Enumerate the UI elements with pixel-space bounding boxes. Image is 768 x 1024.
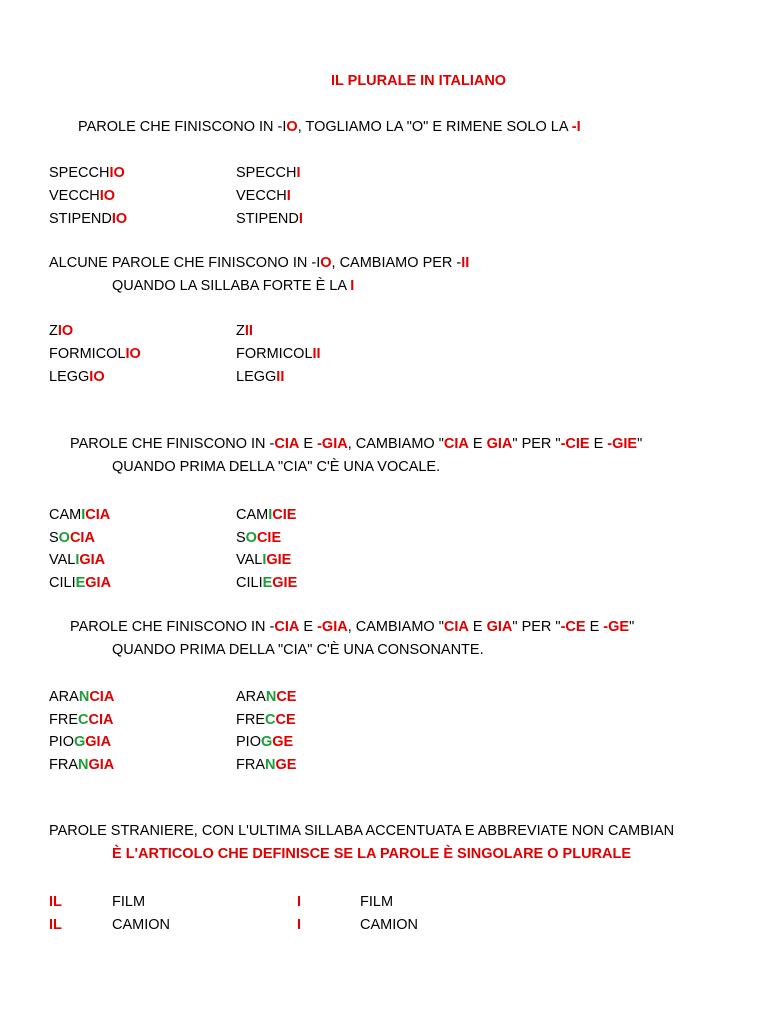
text-segment: STIPEND <box>49 211 112 227</box>
red-highlight: CIA <box>443 619 469 635</box>
red-highlight: I <box>296 165 301 181</box>
red-highlight: GIA <box>88 757 115 773</box>
text-segment: PIO <box>236 734 261 750</box>
text-segment: E <box>468 436 487 452</box>
text-segment: , TOGLIAMO LA "O" E RIMENE SOLO LA <box>297 119 572 135</box>
red-highlight: IO <box>109 165 125 181</box>
red-highlight: IO <box>57 323 74 339</box>
singular-word <box>49 368 105 386</box>
text-segment: , CAMBIAMO " <box>347 436 444 452</box>
text-segment: QUANDO LA SILLABA FORTE È LA <box>112 278 351 294</box>
singular-word <box>49 164 125 182</box>
text-segment: " PER " <box>512 436 561 452</box>
text-segment: CAM <box>236 507 269 523</box>
red-highlight: II <box>244 323 253 339</box>
singular-word <box>49 187 115 205</box>
red-highlight: CIA <box>443 436 469 452</box>
text-segment: STIPEND <box>236 211 299 227</box>
red-highlight: O <box>286 119 298 135</box>
text-segment: CAM <box>49 507 82 523</box>
singular-word <box>49 574 111 592</box>
green-highlight: E <box>262 575 273 591</box>
text-segment: ARA <box>236 689 266 705</box>
red-highlight: -I <box>571 119 581 135</box>
text-segment: , CAMBIAMO " <box>347 619 444 635</box>
plural-word: CAMION <box>360 917 418 933</box>
text-segment: S <box>49 530 59 546</box>
text-segment: FRE <box>49 712 78 728</box>
text-segment: FRA <box>236 757 265 773</box>
plural-word: FILM <box>360 894 394 910</box>
red-highlight: GE <box>272 734 294 750</box>
red-highlight: II <box>312 346 321 362</box>
plural-word <box>236 187 291 205</box>
red-highlight: CIA <box>85 507 111 523</box>
red-highlight: GIA <box>79 552 106 568</box>
red-highlight: GIA <box>486 436 513 452</box>
plural-word <box>236 733 293 751</box>
green-highlight: I <box>262 552 267 568</box>
plural-word <box>236 322 253 340</box>
red-highlight: -GIA <box>317 619 348 635</box>
red-highlight: -GE <box>603 619 630 635</box>
singular-word <box>49 551 105 569</box>
green-highlight: N <box>265 689 277 705</box>
rule-5-line-1: PAROLE STRANIERE, CON L'ULTIMA SILLABA ACCENTUATA E ABBREVIATE NON CAMBIAN <box>49 823 675 839</box>
text-segment: FRE <box>236 712 265 728</box>
red-highlight: II <box>461 255 470 271</box>
text-segment: PAROLE CHE FINISCONO IN - <box>70 436 275 452</box>
red-highlight: CIA <box>69 530 95 546</box>
text-segment: VAL <box>236 552 263 568</box>
text-segment: FORMICOL <box>236 346 313 362</box>
text-segment: ALCUNE PAROLE CHE FINISCONO IN -I <box>49 255 321 271</box>
red-highlight: O <box>320 255 332 271</box>
text-segment: LEGG <box>49 369 90 385</box>
text-segment: I <box>282 119 287 135</box>
red-highlight: CIA <box>274 436 300 452</box>
text-segment: E <box>299 619 318 635</box>
text-segment: " <box>629 619 635 635</box>
green-highlight: I <box>81 507 86 523</box>
plural-word <box>236 574 297 592</box>
red-highlight: IO <box>125 346 141 362</box>
text-segment: VAL <box>49 552 76 568</box>
text-segment: Z <box>236 323 245 339</box>
red-highlight: II <box>276 369 285 385</box>
green-highlight: N <box>78 689 90 705</box>
text-segment: E <box>585 619 604 635</box>
rule-5-line-2: È L'ARTICOLO CHE DEFINISCE SE LA PAROLE È SINGOLARE O PLURALE <box>112 846 632 862</box>
red-highlight: -GIA <box>317 436 348 452</box>
green-highlight: N <box>265 757 276 773</box>
red-highlight: I <box>298 211 303 227</box>
red-highlight: GIA <box>85 734 112 750</box>
text-segment: VECCH <box>236 188 287 204</box>
red-highlight: GIA <box>486 619 513 635</box>
text-segment: FRA <box>49 757 78 773</box>
plural-article: I <box>297 917 302 933</box>
singular-word <box>49 529 95 547</box>
singular-article: IL <box>49 917 62 933</box>
text-segment: SPECCH <box>236 165 297 181</box>
singular-word: FILM <box>112 894 146 910</box>
rule-4-line-2 <box>112 641 484 659</box>
text-segment: S <box>236 530 246 546</box>
red-highlight: GIE <box>266 552 292 568</box>
page-title: IL PLURALE IN ITALIANO <box>331 73 507 89</box>
text-segment: PIO <box>49 734 74 750</box>
rule-2-line-2 <box>112 277 354 295</box>
red-highlight: -GIE <box>607 436 638 452</box>
text-segment: QUANDO PRIMA DELLA "CIA" C'È UNA CONSONANTE. <box>112 642 484 658</box>
red-highlight: GIA <box>85 575 112 591</box>
plural-word <box>236 506 296 524</box>
green-highlight: C <box>265 712 276 728</box>
singular-word <box>49 756 114 774</box>
text-segment: FORMICOL <box>49 346 126 362</box>
green-highlight: I <box>268 507 273 523</box>
singular-word <box>49 322 73 340</box>
text-segment: E <box>299 436 318 452</box>
text-segment: QUANDO PRIMA DELLA "CIA" C'È UNA VOCALE. <box>112 459 441 475</box>
red-highlight: CIE <box>272 507 297 523</box>
red-highlight: IO <box>111 211 128 227</box>
red-highlight: CIE <box>256 530 282 546</box>
plural-word <box>236 345 321 363</box>
text-segment: " <box>637 436 643 452</box>
plural-word <box>236 164 300 182</box>
red-highlight: CE <box>276 689 297 705</box>
rule-2-line-1 <box>49 254 469 272</box>
singular-word <box>49 733 111 751</box>
rule-3-line-2 <box>112 458 440 476</box>
text-segment: SPECCH <box>49 165 110 181</box>
red-highlight: IO <box>99 188 116 204</box>
singular-word <box>49 345 141 363</box>
green-highlight: C <box>78 712 89 728</box>
rule-3-line-1 <box>70 435 642 453</box>
plural-article: I <box>297 894 302 910</box>
text-segment: Z <box>49 323 58 339</box>
singular-word <box>49 688 114 706</box>
green-highlight: N <box>78 757 89 773</box>
text-segment: E <box>468 619 487 635</box>
rule-4-line-1 <box>70 618 634 636</box>
text-segment: VECCH <box>49 188 100 204</box>
red-highlight: GIE <box>272 575 298 591</box>
singular-article: IL <box>49 894 62 910</box>
text-segment: PAROLE CHE FINISCONO IN - <box>78 119 283 135</box>
text-segment: ARA <box>49 689 79 705</box>
red-highlight: GE <box>275 757 297 773</box>
plural-word <box>236 368 284 386</box>
green-highlight: I <box>75 552 80 568</box>
red-highlight: CIA <box>274 619 300 635</box>
text-segment: CILI <box>49 575 76 591</box>
singular-word <box>49 506 110 524</box>
rule-1 <box>78 118 581 136</box>
green-highlight: G <box>73 734 86 750</box>
red-highlight: CE <box>275 712 296 728</box>
plural-word <box>236 529 281 547</box>
plural-word <box>236 711 296 729</box>
plural-word <box>236 688 296 706</box>
red-highlight: -CE <box>560 619 586 635</box>
red-highlight: I <box>286 188 291 204</box>
text-segment: PAROLE CHE FINISCONO IN - <box>70 619 275 635</box>
text-segment: " PER " <box>512 619 561 635</box>
red-highlight: I <box>350 278 355 294</box>
singular-word <box>49 711 113 729</box>
text-segment: , CAMBIAMO PER - <box>331 255 462 271</box>
red-highlight: CIA <box>88 712 114 728</box>
singular-word: CAMION <box>112 917 170 933</box>
text-segment: LEGG <box>236 369 277 385</box>
red-highlight: IO <box>89 369 105 385</box>
red-highlight: -CIE <box>560 436 590 452</box>
text-segment: CILI <box>236 575 263 591</box>
green-highlight: E <box>75 575 86 591</box>
red-highlight: CIA <box>89 689 115 705</box>
green-highlight: O <box>58 530 70 546</box>
plural-word <box>236 210 303 228</box>
text-segment: E <box>589 436 608 452</box>
green-highlight: O <box>245 530 257 546</box>
singular-word <box>49 210 127 228</box>
plural-word <box>236 756 296 774</box>
green-highlight: G <box>260 734 273 750</box>
plural-word <box>236 551 291 569</box>
